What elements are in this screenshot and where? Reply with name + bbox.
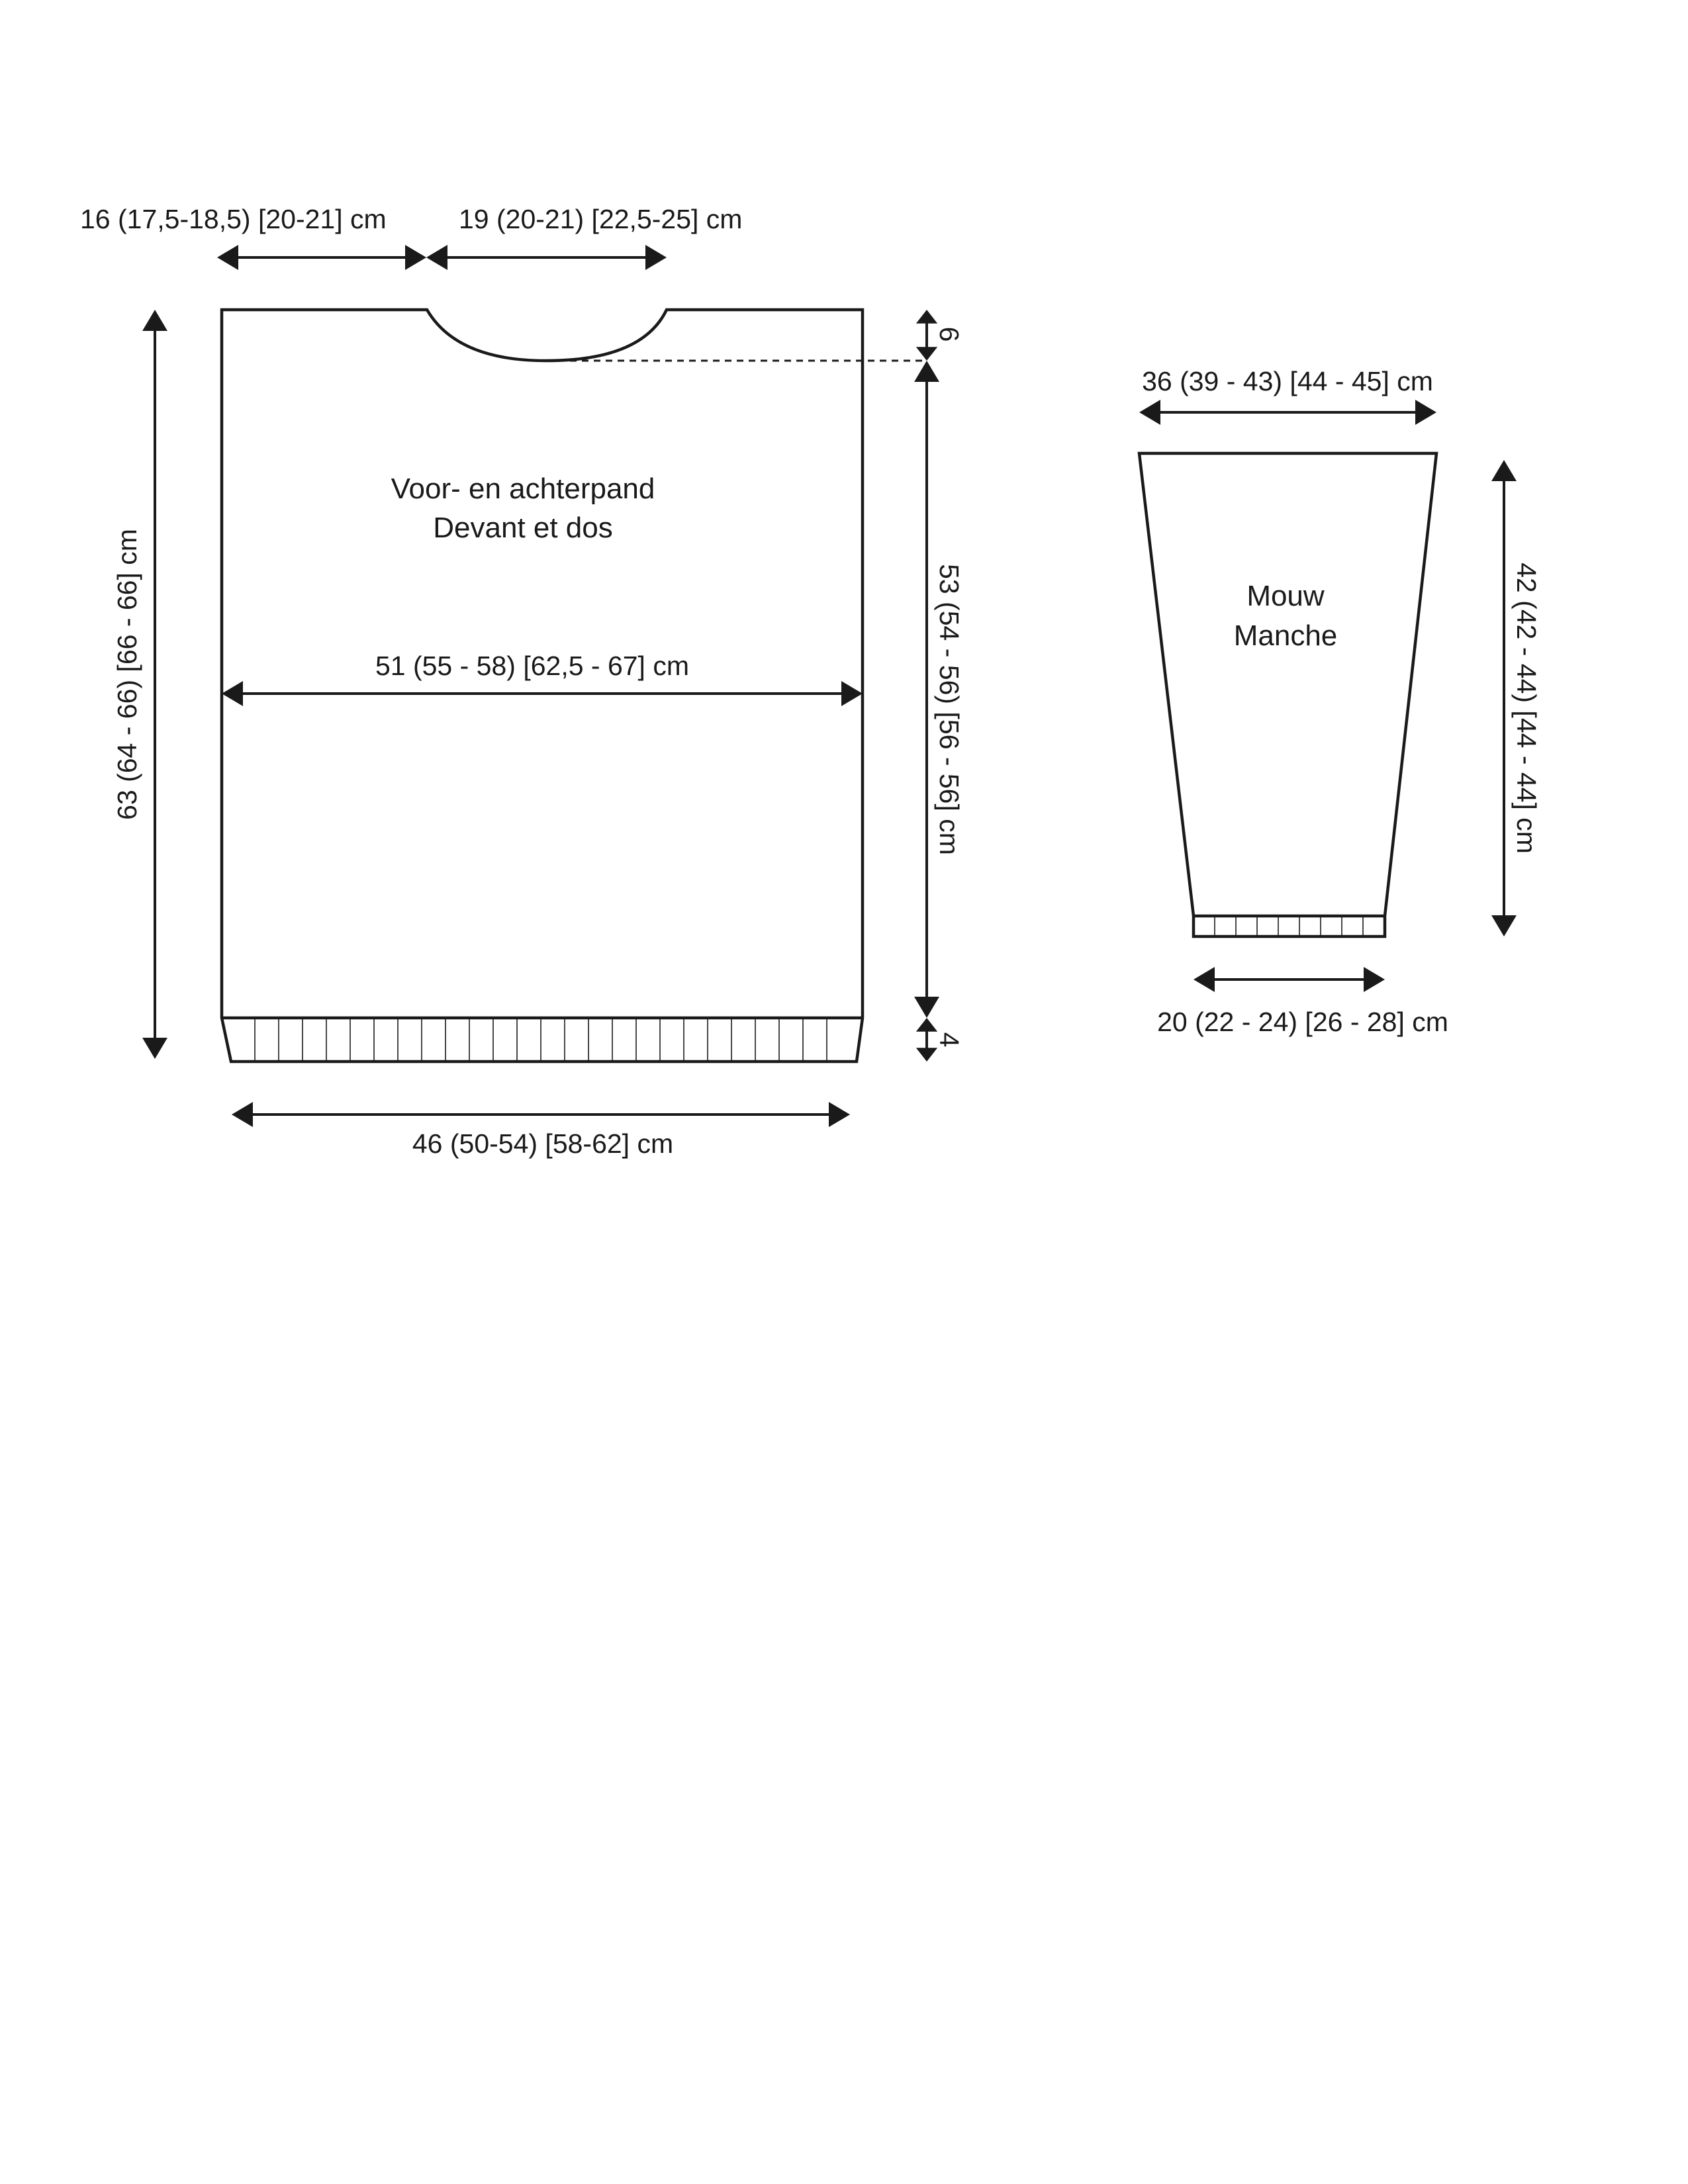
shoulder-width-arrow [217, 245, 426, 270]
body-outline [222, 310, 863, 1062]
chest-width-label: 51 (55 - 58) [62,5 - 67] cm [375, 651, 690, 681]
total-length-arrow [142, 310, 167, 1059]
sleeve-title-line1: Mouw [1246, 580, 1325, 612]
sleeve-length-label: 42 (42 - 44) [44 - 44] cm [1511, 563, 1542, 854]
sleeve-title-line2: Manche [1233, 619, 1338, 652]
body-piece [80, 204, 964, 1159]
shoulder-width-label: 16 (17,5-18,5) [20-21] cm [80, 204, 387, 234]
rib-height-label: 4 [934, 1032, 964, 1048]
body-title-line2: Devant et dos [433, 512, 613, 544]
chest-width-arrow [222, 681, 863, 706]
neck-width-arrow [426, 245, 667, 270]
sleeve-top-width-label: 36 (39 - 43) [44 - 45] cm [1142, 366, 1433, 396]
body-ribbing [255, 1019, 827, 1060]
hem-width-label: 46 (50-54) [58-62] cm [412, 1128, 674, 1159]
hem-width-arrow [232, 1102, 850, 1127]
neck-width-label: 19 (20-21) [22,5-25] cm [459, 204, 743, 234]
cuff-width-arrow [1194, 967, 1385, 992]
body-title-line1: Voor- en achterpand [391, 473, 655, 505]
sleeve-piece [1139, 366, 1542, 1037]
sleeve-top-width-arrow [1139, 400, 1436, 425]
cuff-width-label: 20 (22 - 24) [26 - 28] cm [1157, 1007, 1448, 1037]
total-length-label: 63 (64 - 66) [66 - 66] cm [112, 529, 142, 820]
neck-depth-label: 6 [934, 326, 964, 342]
body-length-label: 53 (54 - 56) [56 - 56] cm [934, 564, 964, 855]
sleeve-ribbing [1215, 917, 1363, 935]
sleeve-outline [1139, 453, 1436, 936]
